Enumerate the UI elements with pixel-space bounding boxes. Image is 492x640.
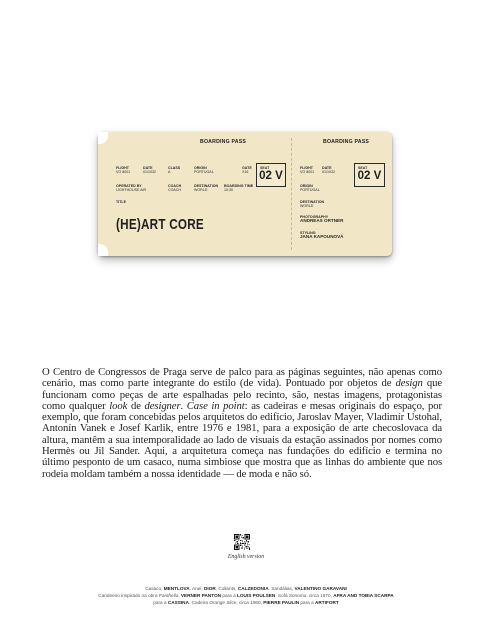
credits-line-1 bbox=[40, 585, 452, 592]
credit-brand: CASSINA bbox=[167, 600, 189, 605]
coach-value: COACH bbox=[168, 188, 181, 192]
boarding-time-label: BOARDING TIME bbox=[224, 184, 254, 188]
gate-value: X16 bbox=[242, 170, 249, 174]
date-label: DATE bbox=[143, 166, 153, 170]
article-text: : as cadeiras e mesas originais do espaço, por exemplo, que foram concebidas pelos arquitetos do edifício, Jaroslav Mayer, Vladimír Ustohal, Antonín Vanek e Josef Karlik, entre 1976 e 1981, para a exposição de arte checoslovaca da altura, mantêm a sua intemporalidade ao lado de visuais da estação assinados por nomes como Hermès ou Jil Sander. Aqui, a arquitetura começa nas fundações do edifício e termina no último pesponto de um casaco, numa simbiose que mostra que as linhas do ambiente que nos rodeia moldam também a nossa identidade — de moda e não só. bbox=[42, 399, 442, 480]
credit-text: Casaco, bbox=[145, 586, 164, 591]
right-origin-label: ORIGIN bbox=[300, 184, 313, 188]
photography-value: ANDREAS ORTNER bbox=[300, 218, 344, 223]
seat-label: SEAT bbox=[260, 166, 270, 170]
credit-brand: PIERRE PAULIN bbox=[263, 600, 300, 605]
ticket-notch-top bbox=[98, 132, 108, 144]
credit-brand: VALENTINO GARAVANI bbox=[294, 586, 347, 591]
destination-label: DESTINATION bbox=[194, 184, 219, 188]
credit-brand: VERNER PANTON bbox=[180, 593, 222, 598]
credit-text: para a bbox=[221, 593, 238, 598]
article-text: . bbox=[180, 399, 187, 412]
class-value: A bbox=[168, 170, 171, 174]
date-value: 01/1032 bbox=[143, 170, 156, 174]
credit-text: . Sofá bbox=[275, 593, 289, 598]
credit-brand: AFRA AND TOBIA SCARPA bbox=[333, 593, 394, 598]
styling-label: STYLING bbox=[300, 231, 316, 235]
credit-text: , circa 1970, bbox=[306, 593, 334, 598]
credit-italic: Panthella bbox=[158, 593, 179, 598]
right-seat-value: 02 V bbox=[357, 170, 382, 182]
article-paragraph bbox=[42, 367, 442, 480]
credit-text: . Anel, bbox=[189, 586, 205, 591]
article-emphasis: designer bbox=[144, 399, 181, 412]
article-emphasis: Case in point bbox=[186, 399, 245, 412]
photo-credits bbox=[40, 585, 452, 606]
credit-italic: Sonoma bbox=[288, 593, 307, 598]
credit-text: , bbox=[178, 593, 181, 598]
right-origin-value: PORTUGAL bbox=[300, 188, 320, 192]
credit-brand: ARTIFORT bbox=[315, 600, 339, 605]
operated-by-label: OPERATED BY bbox=[116, 184, 142, 188]
credit-brand: DIOR bbox=[204, 586, 216, 591]
ticket-notch-bottom bbox=[98, 244, 108, 256]
gate-label: GATE bbox=[242, 166, 252, 170]
qr-code-icon[interactable] bbox=[234, 534, 250, 550]
credits-line-2 bbox=[40, 592, 452, 599]
operated-by-value: LIGHTHOUSE AIR bbox=[116, 188, 147, 192]
title-label: TITLE bbox=[116, 200, 126, 204]
flight-label: FLIGHT bbox=[116, 166, 129, 170]
credit-text: para a bbox=[299, 600, 316, 605]
article-emphasis: design bbox=[395, 377, 423, 390]
seat-value: 02 V bbox=[259, 170, 283, 182]
right-flight-label: FLIGHT bbox=[300, 166, 313, 170]
coach-label: COACH bbox=[168, 184, 182, 188]
right-flight-value: VO 8001 bbox=[300, 170, 315, 174]
ticket-title-heart-core: (HE)ART CORE bbox=[116, 216, 204, 233]
credit-text: . Sandálias, bbox=[268, 586, 295, 591]
seat-box-right bbox=[354, 163, 385, 187]
right-destination-label: DESTINATION bbox=[300, 200, 325, 204]
credit-text: , circa 1960, bbox=[236, 600, 264, 605]
ticket-tear-line bbox=[291, 138, 292, 250]
article-emphasis: look bbox=[109, 399, 128, 412]
styling-value: JANA KAPOUNOVÁ bbox=[300, 234, 344, 239]
photography-label: PHOTOGRAPHY bbox=[300, 215, 329, 219]
credits-line-3 bbox=[40, 599, 452, 606]
credit-text: Candeeiro inspirado na obra bbox=[98, 593, 159, 598]
article-text: O Centro de Congressos de Praga serve de palco para as páginas seguintes, não apenas como cenário, mas como parte integrante do estilo (de vida). Pontuado por objetos de bbox=[42, 366, 442, 390]
article-text: que funcionam como peças de arte espalhadas pelo recinto, são, nestas imagens, protagonistas como qualquer bbox=[42, 377, 442, 412]
origin-value: PORTUGAL bbox=[194, 170, 214, 174]
flight-value: VO 8001 bbox=[116, 170, 131, 174]
credit-italic: Orange Slice bbox=[209, 600, 237, 605]
boarding-pass-ticket bbox=[98, 132, 392, 256]
origin-label: ORIGIN bbox=[194, 166, 207, 170]
class-label: CLASS bbox=[168, 166, 181, 170]
boarding-time-value: 10:30 bbox=[224, 188, 233, 192]
right-date-value: 01/1032 bbox=[322, 170, 335, 174]
right-destination-value: WORLD bbox=[300, 204, 314, 208]
credit-brand: CALZEDONIA bbox=[237, 586, 269, 591]
boarding-pass-title-left: BOARDING PASS bbox=[200, 139, 247, 145]
credit-text: para a bbox=[153, 600, 168, 605]
article-text: de bbox=[127, 399, 145, 412]
credit-text: . Cadeira bbox=[188, 600, 210, 605]
destination-value: WORLD bbox=[194, 188, 208, 192]
english-version-link[interactable]: English version bbox=[227, 554, 265, 560]
credit-brand: MENTLOVA bbox=[163, 586, 190, 591]
boarding-pass-title-right: BOARDING PASS bbox=[323, 139, 370, 145]
seat-box-left bbox=[256, 163, 286, 187]
credit-text: . Collants, bbox=[215, 586, 238, 591]
right-date-label: DATE bbox=[322, 166, 332, 170]
credit-brand: LOUIS POULSEN bbox=[237, 593, 276, 598]
right-seat-label: SEAT bbox=[358, 166, 368, 170]
